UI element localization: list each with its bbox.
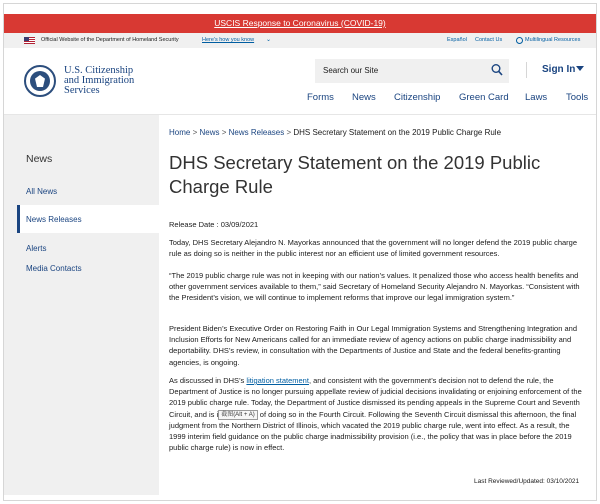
search-input[interactable] [315,59,509,83]
breadcrumb-home[interactable]: Home [169,128,191,137]
contact-us-link[interactable]: Contact Us [475,37,503,43]
sidebar-item-all-news[interactable]: All News [26,187,58,196]
breadcrumb-current: DHS Secretary Statement on the 2019 Public Charge Rule [293,128,502,137]
article-paragraph: As discussed in DHS’s litigation statement, and consistent with the government’s decision not to defend the rule, the Department of Justice is no longer pursuing appellate review of judicial decisions invalidating or enjoining enforcement of the 2019 public charge rule. Today, the Department of Justice dismissed its pending appeals in the Supreme Court and Seventh Circuit, and is i 截图(Alt + A) of doing so in the Fourth Circuit. Following the Seventh Circuit dismissal this afternoon, the final judgment from the Northern District of Illinois, which vacated the 2019 public charge rule, went into effect. As a result, the 1999 interim field guidance on the public charge inadmissibility provision (i.e., the policy that was in place before the 2019 public charge rule) is now in effect. [169,376,582,453]
breadcrumb-news[interactable]: News [199,128,220,137]
breadcrumb-separator: > [221,128,227,137]
multilingual-resources-link[interactable]: Multilingual Resources [525,37,581,43]
sidebar-item-media-contacts[interactable]: Media Contacts [26,264,82,273]
nav-forms[interactable]: Forms [307,92,334,103]
globe-icon [516,37,523,44]
covid-alert-link[interactable]: USCIS Response to Coronavirus (COVID-19) [214,18,386,28]
breadcrumb-separator: > [286,128,292,137]
litigation-statement-link[interactable]: litigation statement [246,376,309,385]
header-divider [526,62,527,78]
nav-laws[interactable]: Laws [525,92,548,103]
sidebar [4,115,159,495]
breadcrumb [169,128,501,137]
sidebar-title: News [26,153,53,165]
article-paragraph: President Biden’s Executive Order on Restoring Faith in Our Legal Immigration Systems and Strengthening Integration and Inclusion Efforts for New Americans called for an immediate review of agency actions on public charge inadmissibility and deportability. DHS’s review, in consultation with the Departments of Justice and State and the federal benefits-granting agencies, is ongoing. [169,324,577,367]
nav-news[interactable]: News [352,92,376,103]
screenshot-tooltip: 截图(Alt + A) [218,410,258,420]
us-flag-icon [24,37,35,44]
article-paragraph: “The 2019 public charge rule was not in keeping with our nation’s values. It penalized those who access health benefits and other government services available to them,” said Secretary of Homeland Security Alejandro N. Mayorkas. “Consistent with the President’s vision, we will continue to implement reforms that improve our legal immigration system.” [169,271,580,303]
nav-green-card[interactable]: Green Card [459,92,509,103]
official-website-text: Official Website of the Department of Homeland Security [41,37,179,43]
search-icon[interactable] [491,63,503,77]
nav-citizenship[interactable]: Citizenship [394,92,441,103]
espanol-link[interactable]: Español [447,37,467,43]
breadcrumb-news-releases[interactable]: News Releases [228,128,285,137]
official-gov-banner [4,33,596,48]
last-reviewed-date: Last Reviewed/Updated: 03/10/2021 [474,478,580,485]
article-paragraph: Today, DHS Secretary Alejandro N. Mayorkas announced that the government will no longer defend the 2019 public charge rule as doing so is neither in the public interest nor an efficient use of limited government resources. [169,238,578,259]
release-date: Release Date : 03/09/2021 [169,220,259,229]
agency-name-logo[interactable]: U.S. Citizenship and Immigration Services [64,65,135,96]
sign-in-button[interactable]: Sign In [542,64,576,75]
sidebar-item-news-releases-label[interactable]: News Releases [26,215,82,224]
page-title: DHS Secretary Statement on the 2019 Public Charge Rule [169,152,541,197]
dhs-seal-logo[interactable] [24,65,56,97]
search-placeholder: Search our Site [323,66,379,75]
chevron-down-icon[interactable] [576,66,584,72]
breadcrumb-separator: > [192,128,198,137]
browser-viewport [3,3,597,501]
heres-how-you-know-link[interactable]: Here's how you know [202,37,255,43]
sidebar-item-alerts[interactable]: Alerts [26,244,47,253]
chevron-down-icon[interactable]: ⌄ [266,37,272,43]
covid-alert-banner [4,14,596,33]
nav-tools[interactable]: Tools [566,92,589,103]
